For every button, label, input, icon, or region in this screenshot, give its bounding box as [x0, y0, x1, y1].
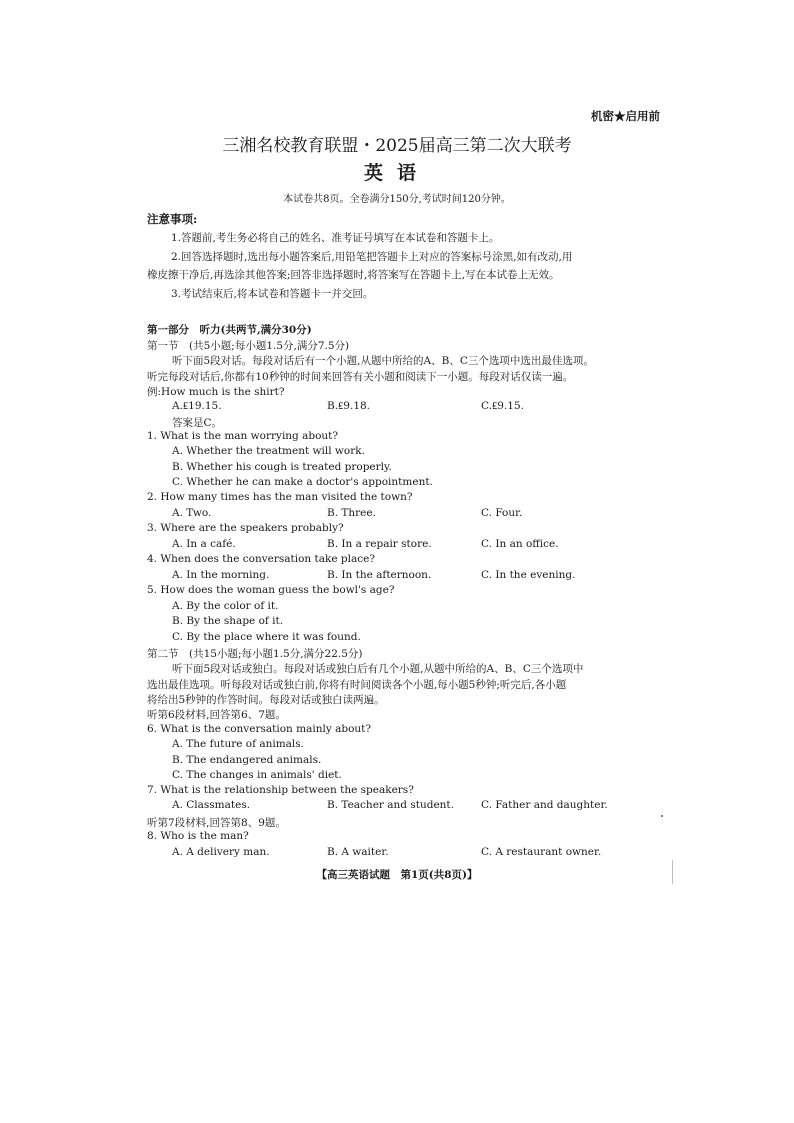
q2-option-c: C. Four.: [481, 507, 523, 519]
question-2: 2. How many times has the man visited the town?: [147, 491, 413, 503]
example-option-a: A.₤19.15.: [172, 400, 222, 412]
page-footer: 【高三英语试题 第1页(共8页)】: [316, 869, 478, 881]
q7-option-c: C. Father and daughter.: [481, 799, 608, 811]
q8-option-b: B. A waiter.: [327, 846, 389, 858]
notice-item-2: 2.回答选择题时,选出每小题答案后,用铅笔把答题卡上对应的答案标号涂黑,如有改动,用: [171, 251, 573, 263]
material-7-note: 听第7段材料,回答第8、9题。: [147, 817, 286, 829]
q7-option-a: A. Classmates.: [172, 799, 251, 811]
section2-instructions-cont2: 将给出5秒钟的作答时间。每段对话或独白读两遍。: [147, 694, 385, 706]
section1-instructions: 听下面5段对话。每段对话后有一个小题,从题中所给的A、B、C三个选项中选出最佳选项。: [172, 355, 594, 367]
q1-option-a: A. Whether the treatment will work.: [172, 445, 365, 457]
example-answer: 答案是C。: [172, 417, 223, 429]
exam-title: 三湘名校教育联盟・2025届高三第二次大联考: [222, 136, 572, 156]
question-3: 3. Where are the speakers probably?: [147, 522, 344, 534]
q6-option-c: C. The changes in animals' diet.: [172, 769, 342, 781]
section2-instructions: 听下面5段对话或独白。每段对话或独白后有几个小题,从题中所给的A、B、C三个选项中: [172, 663, 584, 675]
question-4: 4. When does the conversation take place?: [147, 553, 375, 565]
q4-option-b: B. In the afternoon.: [327, 569, 432, 581]
q8-option-a: A. A delivery man.: [172, 846, 270, 858]
question-5: 5. How does the woman guess the bowl's age?: [147, 584, 395, 596]
material-6-note: 听第6段材料,回答第6、7题。: [147, 709, 286, 721]
notice-item-1: 1.答题前,考生务必将自己的姓名、准考证号填写在本试卷和答题卡上。: [171, 232, 500, 244]
question-1: 1. What is the man worrying about?: [147, 430, 339, 442]
q1-option-b: B. Whether his cough is treated properly.: [172, 461, 392, 473]
q4-option-a: A. In the morning.: [172, 569, 270, 581]
q8-option-c: C. A restaurant owner.: [481, 846, 602, 858]
example-option-b: B.₤9.18.: [327, 400, 371, 412]
example-question: 例:How much is the shirt?: [147, 386, 285, 398]
subject-title: 英语: [363, 162, 430, 184]
confidential-label: 机密★启用前: [591, 109, 660, 123]
section2-instructions-cont: 选出最佳选项。听每段对话或独白前,你将有时间阅读各个小题,每小题5秒钟;听完后,各小题: [147, 679, 567, 691]
part1-heading: 第一部分 听力(共两节,满分30分): [147, 324, 312, 336]
q2-option-a: A. Two.: [172, 507, 212, 519]
section1-instructions-cont: 听完每段对话后,你都有10秒钟的时间来回答有关小题和阅读下一小题。每段对话仅读一遍。: [147, 371, 574, 383]
question-6: 6. What is the conversation mainly about?: [147, 723, 372, 735]
example-option-c: C.₤9.15.: [481, 400, 524, 412]
notice-heading: 注意事项:: [147, 212, 198, 226]
q7-option-b: B. Teacher and student.: [327, 799, 454, 811]
q2-option-b: B. Three.: [327, 507, 376, 519]
section2-heading: 第二节 (共15小题;每小题1.5分,满分22.5分): [147, 648, 363, 660]
notice-item-3: 3.考试结束后,将本试卷和答题卡一并交回。: [171, 288, 374, 300]
question-8: 8. Who is the man?: [147, 830, 249, 842]
exam-info: 本试卷共8页。全卷满分150分,考试时间120分钟。: [283, 194, 511, 205]
q5-option-a: A. By the color of it.: [172, 600, 279, 612]
q6-option-b: B. The endangered animals.: [172, 754, 322, 766]
q1-option-c: C. Whether he can make a doctor's appointment.: [172, 476, 433, 488]
question-7: 7. What is the relationship between the speakers?: [147, 784, 414, 796]
q3-option-b: B. In a repair store.: [327, 538, 432, 550]
section1-heading: 第一节 (共5小题;每小题1.5分,满分7.5分): [147, 340, 350, 352]
q5-option-c: C. By the place where it was found.: [172, 631, 361, 643]
q3-option-a: A. In a café.: [172, 538, 236, 550]
q5-option-b: B. By the shape of it.: [172, 615, 284, 627]
q3-option-c: C. In an office.: [481, 538, 559, 550]
q6-option-a: A. The future of animals.: [172, 738, 305, 750]
q4-option-c: C. In the evening.: [481, 569, 576, 581]
notice-item-2-cont: 橡皮擦干净后,再选涂其他答案;回答非选择题时,将答案写在答题卡上,写在本试卷上无效。: [147, 269, 560, 281]
scan-speck: [661, 815, 663, 817]
